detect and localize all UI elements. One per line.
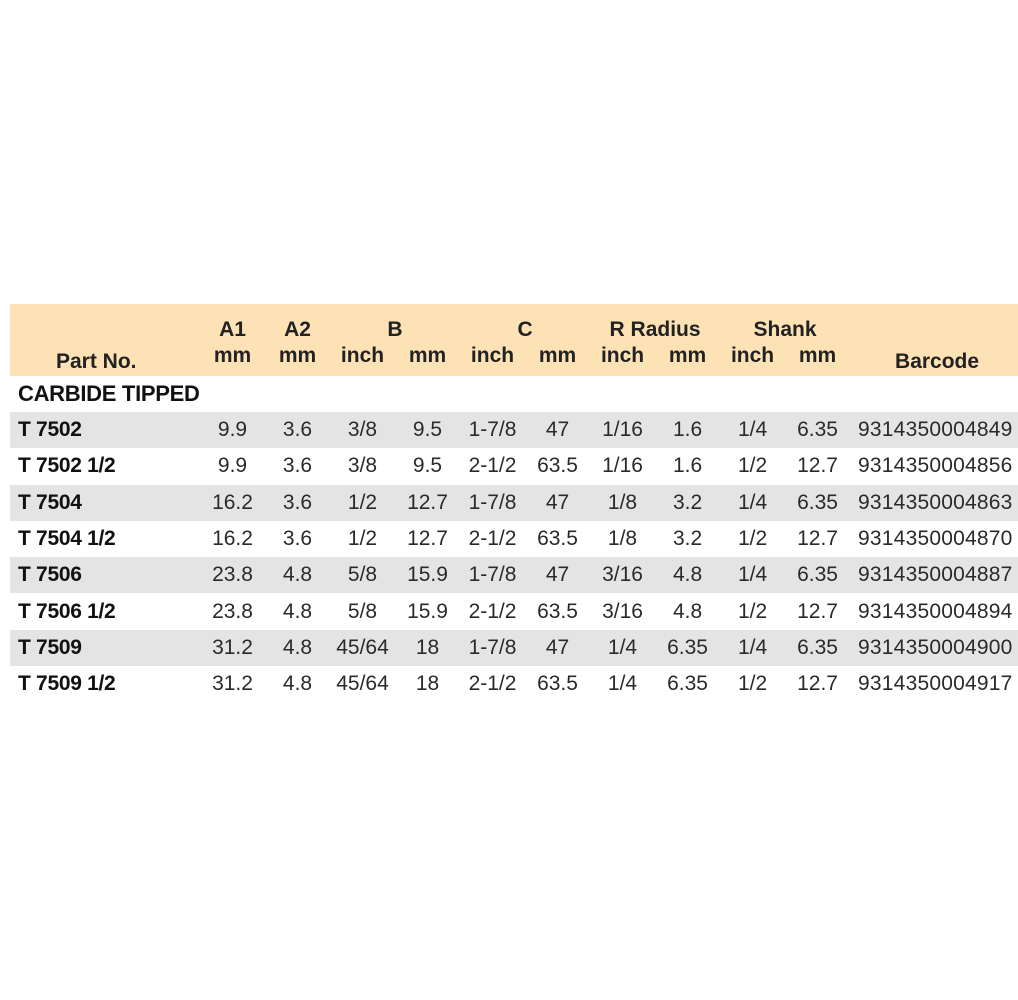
barcode-cell: 9314350004849 [850, 412, 1018, 448]
a2-cell: 3.6 [282, 454, 313, 478]
c-inch-cell: 2-1/2 [468, 599, 517, 623]
unit-label: inch [460, 344, 525, 376]
table-header [10, 304, 1018, 376]
c-inch-cell: 2-1/2 [468, 454, 517, 478]
spec-table [10, 304, 1018, 702]
a2-cell: 3.6 [265, 485, 330, 521]
part-no-cell: T 7509 [10, 630, 200, 666]
shank-mm-cell: 6.35 [785, 557, 850, 593]
b-mm-cell: 15.9 [407, 599, 448, 623]
table-body [10, 376, 1018, 702]
b-inch-cell: 1/2 [330, 485, 395, 521]
b-inch-cell: 5/8 [330, 557, 395, 593]
b-inch-cell: 5/8 [347, 599, 378, 623]
b-mm-cell: 15.9 [395, 557, 460, 593]
part-no-cell: T 7502 [10, 412, 200, 448]
header-r-radius: R Radius [590, 304, 720, 344]
unit-label: mm [395, 344, 460, 376]
unit-label: mm [265, 344, 330, 376]
shank-inch-cell: 1/4 [720, 557, 785, 593]
a2-cell: 4.8 [265, 557, 330, 593]
b-mm-cell: 12.7 [407, 527, 448, 551]
barcode-cell: 9314350004856 [858, 454, 1013, 478]
table-row [10, 485, 1018, 521]
shank-mm-cell: 12.7 [797, 527, 838, 551]
shank-mm-cell: 12.7 [797, 454, 838, 478]
shank-mm-cell: 12.7 [797, 672, 838, 696]
b-inch-cell: 45/64 [330, 630, 395, 666]
part-no-cell: T 7502 1/2 [18, 454, 116, 478]
barcode-cell: 9314350004870 [858, 527, 1013, 551]
shank-mm-cell: 6.35 [785, 630, 850, 666]
b-inch-cell: 3/8 [330, 412, 395, 448]
b-mm-cell: 12.7 [395, 485, 460, 521]
header-shank: Shank [720, 304, 850, 344]
shank-inch-cell: 1/4 [720, 630, 785, 666]
r-mm-cell: 1.6 [655, 412, 720, 448]
header-barcode: Barcode [850, 304, 1018, 376]
b-mm-cell: 18 [415, 672, 440, 696]
shank-inch-cell: 1/2 [737, 672, 768, 696]
r-inch-cell: 1/4 [607, 672, 638, 696]
r-inch-cell: 1/8 [590, 485, 655, 521]
r-inch-cell: 1/4 [590, 630, 655, 666]
c-inch-cell: 1-7/8 [460, 557, 525, 593]
unit-label: inch [720, 344, 785, 376]
r-mm-cell: 4.8 [672, 599, 703, 623]
b-inch-cell: 1/2 [347, 527, 378, 551]
barcode-cell: 9314350004887 [850, 557, 1018, 593]
c-inch-cell: 2-1/2 [468, 527, 517, 551]
shank-mm-cell: 6.35 [785, 412, 850, 448]
unit-label: mm [525, 344, 590, 376]
a2-cell: 3.6 [282, 527, 313, 551]
c-mm-cell: 63.5 [537, 599, 578, 623]
part-no-cell: T 7504 1/2 [18, 527, 116, 551]
a1-cell: 9.9 [217, 454, 248, 478]
header-part-no: Part No. [10, 304, 200, 376]
table-row [10, 557, 1018, 593]
part-no-cell: T 7506 [10, 557, 200, 593]
shank-mm-cell: 12.7 [797, 599, 838, 623]
a1-cell: 23.8 [200, 557, 265, 593]
a1-cell: 9.9 [200, 412, 265, 448]
r-mm-cell: 1.6 [672, 454, 703, 478]
c-inch-cell: 1-7/8 [460, 412, 525, 448]
r-inch-cell: 3/16 [590, 557, 655, 593]
unit-label: mm [785, 344, 850, 376]
r-inch-cell: 1/16 [590, 412, 655, 448]
shank-inch-cell: 1/2 [737, 527, 768, 551]
a2-cell: 4.8 [282, 672, 313, 696]
header-a1: A1 [200, 304, 265, 344]
b-mm-cell: 18 [395, 630, 460, 666]
table-row [10, 521, 1018, 557]
a1-cell: 23.8 [212, 599, 253, 623]
barcode-cell: 9314350004917 [858, 672, 1013, 696]
r-mm-cell: 3.2 [672, 527, 703, 551]
table-row [10, 593, 1018, 629]
part-no-cell: T 7506 1/2 [18, 599, 116, 623]
barcode-cell: 9314350004894 [858, 599, 1013, 623]
c-mm-cell: 63.5 [537, 454, 578, 478]
c-mm-cell: 47 [525, 412, 590, 448]
c-mm-cell: 47 [525, 485, 590, 521]
c-inch-cell: 1-7/8 [460, 485, 525, 521]
r-mm-cell: 6.35 [655, 630, 720, 666]
unit-label: inch [330, 344, 395, 376]
table-row [10, 448, 1018, 484]
section-title: CARBIDE TIPPED [18, 381, 200, 406]
c-mm-cell: 63.5 [537, 672, 578, 696]
c-mm-cell: 47 [525, 557, 590, 593]
r-mm-cell: 6.35 [667, 672, 708, 696]
header-c: C [460, 304, 590, 344]
shank-inch-cell: 1/4 [720, 412, 785, 448]
b-inch-cell: 45/64 [336, 672, 389, 696]
unit-label: mm [655, 344, 720, 376]
r-inch-cell: 1/16 [602, 454, 643, 478]
shank-inch-cell: 1/4 [720, 485, 785, 521]
a1-cell: 16.2 [212, 527, 253, 551]
section-row [10, 376, 1018, 412]
a1-cell: 31.2 [212, 672, 253, 696]
shank-inch-cell: 1/2 [737, 599, 768, 623]
table-row [10, 666, 1018, 702]
table-row [10, 412, 1018, 448]
table-row [10, 630, 1018, 666]
unit-label: inch [590, 344, 655, 376]
a1-cell: 31.2 [200, 630, 265, 666]
shank-mm-cell: 6.35 [785, 485, 850, 521]
part-no-cell: T 7509 1/2 [18, 672, 116, 696]
r-inch-cell: 3/16 [602, 599, 643, 623]
c-mm-cell: 47 [525, 630, 590, 666]
barcode-cell: 9314350004900 [850, 630, 1018, 666]
r-mm-cell: 3.2 [655, 485, 720, 521]
shank-inch-cell: 1/2 [737, 454, 768, 478]
c-inch-cell: 1-7/8 [460, 630, 525, 666]
a1-cell: 16.2 [200, 485, 265, 521]
a2-cell: 4.8 [282, 599, 313, 623]
r-mm-cell: 4.8 [655, 557, 720, 593]
c-inch-cell: 2-1/2 [468, 672, 517, 696]
c-mm-cell: 63.5 [537, 527, 578, 551]
header-b: B [330, 304, 460, 344]
a2-cell: 3.6 [265, 412, 330, 448]
b-mm-cell: 9.5 [395, 412, 460, 448]
r-inch-cell: 1/8 [607, 527, 638, 551]
b-mm-cell: 9.5 [412, 454, 443, 478]
a2-cell: 4.8 [265, 630, 330, 666]
header-a2: A2 [265, 304, 330, 344]
part-no-cell: T 7504 [10, 485, 200, 521]
unit-label: mm [200, 344, 265, 376]
barcode-cell: 9314350004863 [850, 485, 1018, 521]
b-inch-cell: 3/8 [347, 454, 378, 478]
